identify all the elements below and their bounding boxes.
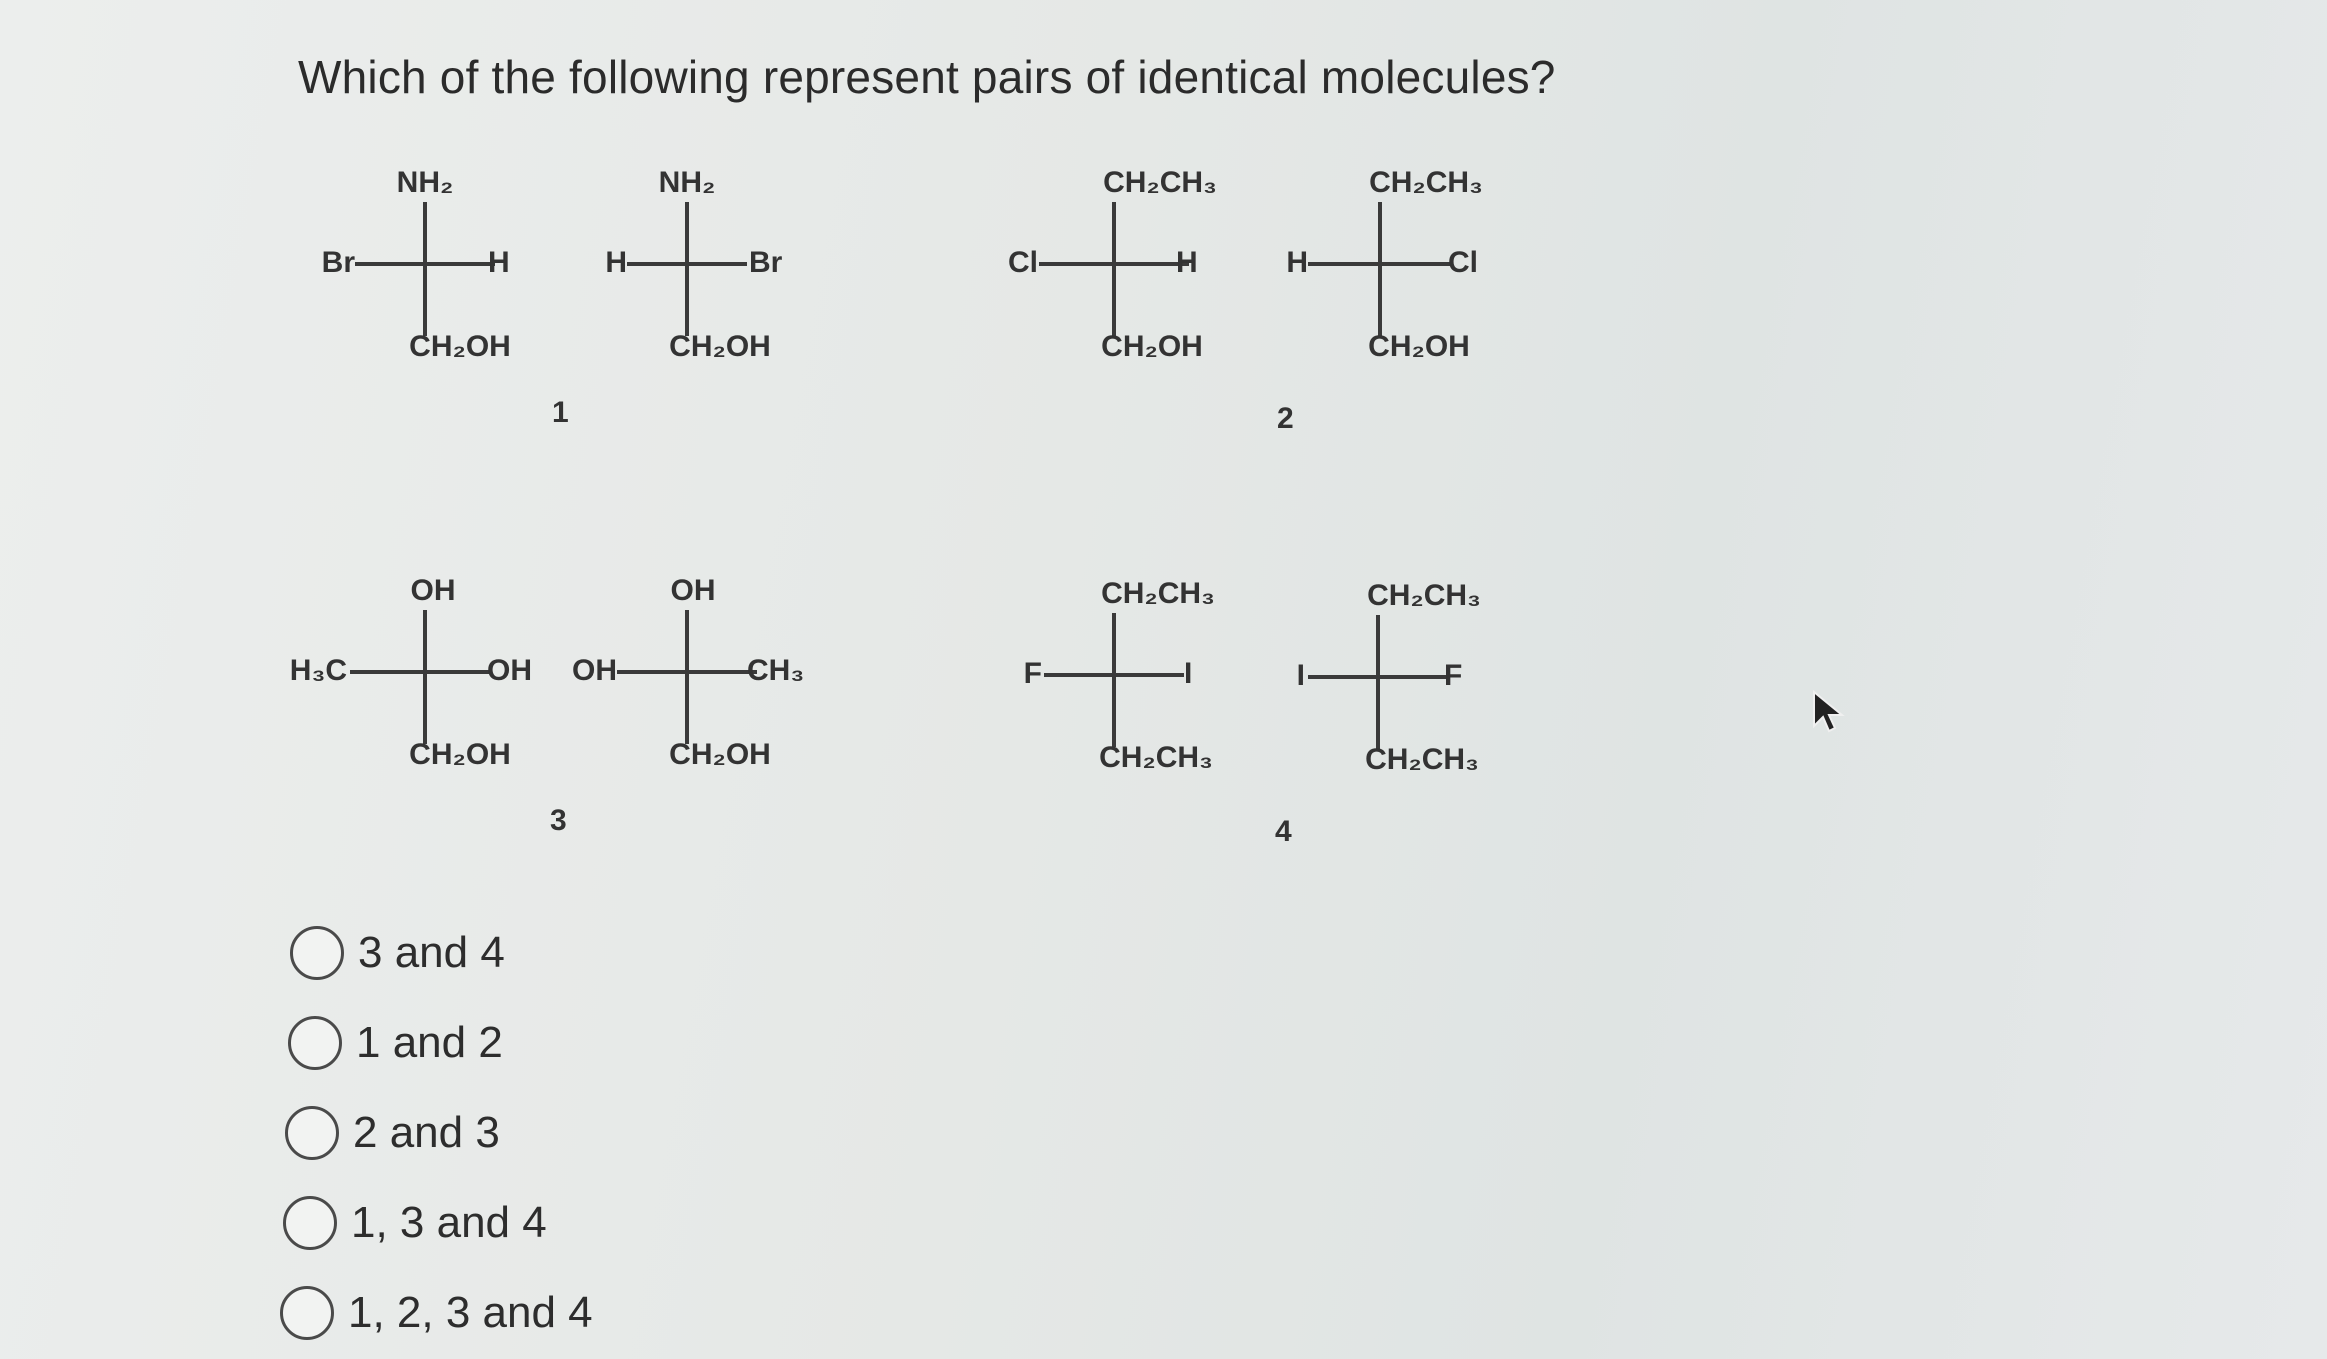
mouse-cursor-icon: [1812, 690, 1846, 734]
radio-button[interactable]: [285, 1106, 339, 1160]
option-3-and-4[interactable]: [290, 926, 505, 980]
bottom-substituent: CH₂CH₃: [1365, 743, 1479, 776]
option-2-and-3[interactable]: [285, 1106, 500, 1160]
option-label: 1 and 2: [356, 1018, 503, 1067]
top-substituent: OH: [410, 574, 456, 607]
vertical-bond: [423, 202, 427, 336]
vertical-bond: [1376, 615, 1380, 749]
top-substituent: NH₂: [658, 166, 716, 199]
bottom-substituent: CH₂OH: [1101, 330, 1203, 363]
radio-button[interactable]: [290, 926, 344, 980]
vertical-bond: [423, 610, 427, 744]
option-1-2-3-and-4[interactable]: [280, 1286, 593, 1340]
question-text: Which of the following represent pairs of identical molecules?: [298, 51, 1556, 103]
horizontal-bond: [350, 670, 490, 674]
pair-number-3: 3: [550, 804, 567, 837]
right-substituent: H: [488, 246, 510, 279]
pair-number-4: 4: [1275, 815, 1292, 848]
right-substituent: Br: [749, 246, 783, 279]
right-substituent: OH: [487, 654, 532, 687]
vertical-bond: [1112, 202, 1116, 336]
option-label: 1, 3 and 4: [351, 1198, 547, 1247]
left-substituent: F: [1023, 657, 1042, 690]
horizontal-bond: [1308, 675, 1448, 679]
top-substituent: OH: [670, 574, 716, 607]
option-1-3-and-4[interactable]: [283, 1196, 547, 1250]
left-substituent: H₃C: [289, 654, 347, 687]
right-substituent: F: [1444, 659, 1463, 692]
left-substituent: OH: [572, 654, 617, 687]
top-substituent: NH₂: [396, 166, 454, 199]
right-substituent: CH₃: [747, 654, 805, 687]
top-substituent: CH₂CH₃: [1367, 579, 1481, 612]
vertical-bond: [1378, 202, 1382, 336]
left-substituent: Br: [321, 246, 355, 279]
option-1-and-2[interactable]: [288, 1016, 503, 1070]
right-substituent: Cl: [1448, 246, 1478, 279]
bottom-substituent: CH₂OH: [409, 330, 511, 363]
bottom-substituent: CH₂OH: [1368, 330, 1470, 363]
left-substituent: I: [1296, 659, 1305, 692]
vertical-bond: [685, 202, 689, 336]
bottom-substituent: CH₂OH: [409, 738, 511, 771]
horizontal-bond: [1044, 673, 1184, 677]
radio-button[interactable]: [280, 1286, 334, 1340]
top-substituent: CH₂CH₃: [1103, 166, 1217, 199]
horizontal-bond: [617, 670, 757, 674]
bottom-substituent: CH₂OH: [669, 738, 771, 771]
bottom-substituent: CH₂CH₃: [1099, 741, 1213, 774]
horizontal-bond: [355, 262, 495, 266]
vertical-bond: [1112, 613, 1116, 747]
top-substituent: CH₂CH₃: [1101, 577, 1215, 610]
pair-number-1: 1: [552, 396, 569, 429]
option-label: 1, 2, 3 and 4: [348, 1288, 593, 1337]
horizontal-bond: [627, 262, 747, 266]
left-substituent: H: [1286, 246, 1308, 279]
right-substituent: I: [1184, 657, 1193, 690]
option-label: 3 and 4: [358, 928, 505, 977]
vertical-bond: [685, 610, 689, 744]
radio-button[interactable]: [283, 1196, 337, 1250]
right-substituent: H: [1176, 246, 1198, 279]
left-substituent: H: [605, 246, 627, 279]
horizontal-bond: [1039, 262, 1189, 266]
bottom-substituent: CH₂OH: [669, 330, 771, 363]
pair-number-2: 2: [1277, 402, 1294, 435]
option-label: 2 and 3: [353, 1108, 500, 1157]
radio-button[interactable]: [288, 1016, 342, 1070]
left-substituent: Cl: [1008, 246, 1038, 279]
top-substituent: CH₂CH₃: [1369, 166, 1483, 199]
horizontal-bond: [1308, 262, 1452, 266]
